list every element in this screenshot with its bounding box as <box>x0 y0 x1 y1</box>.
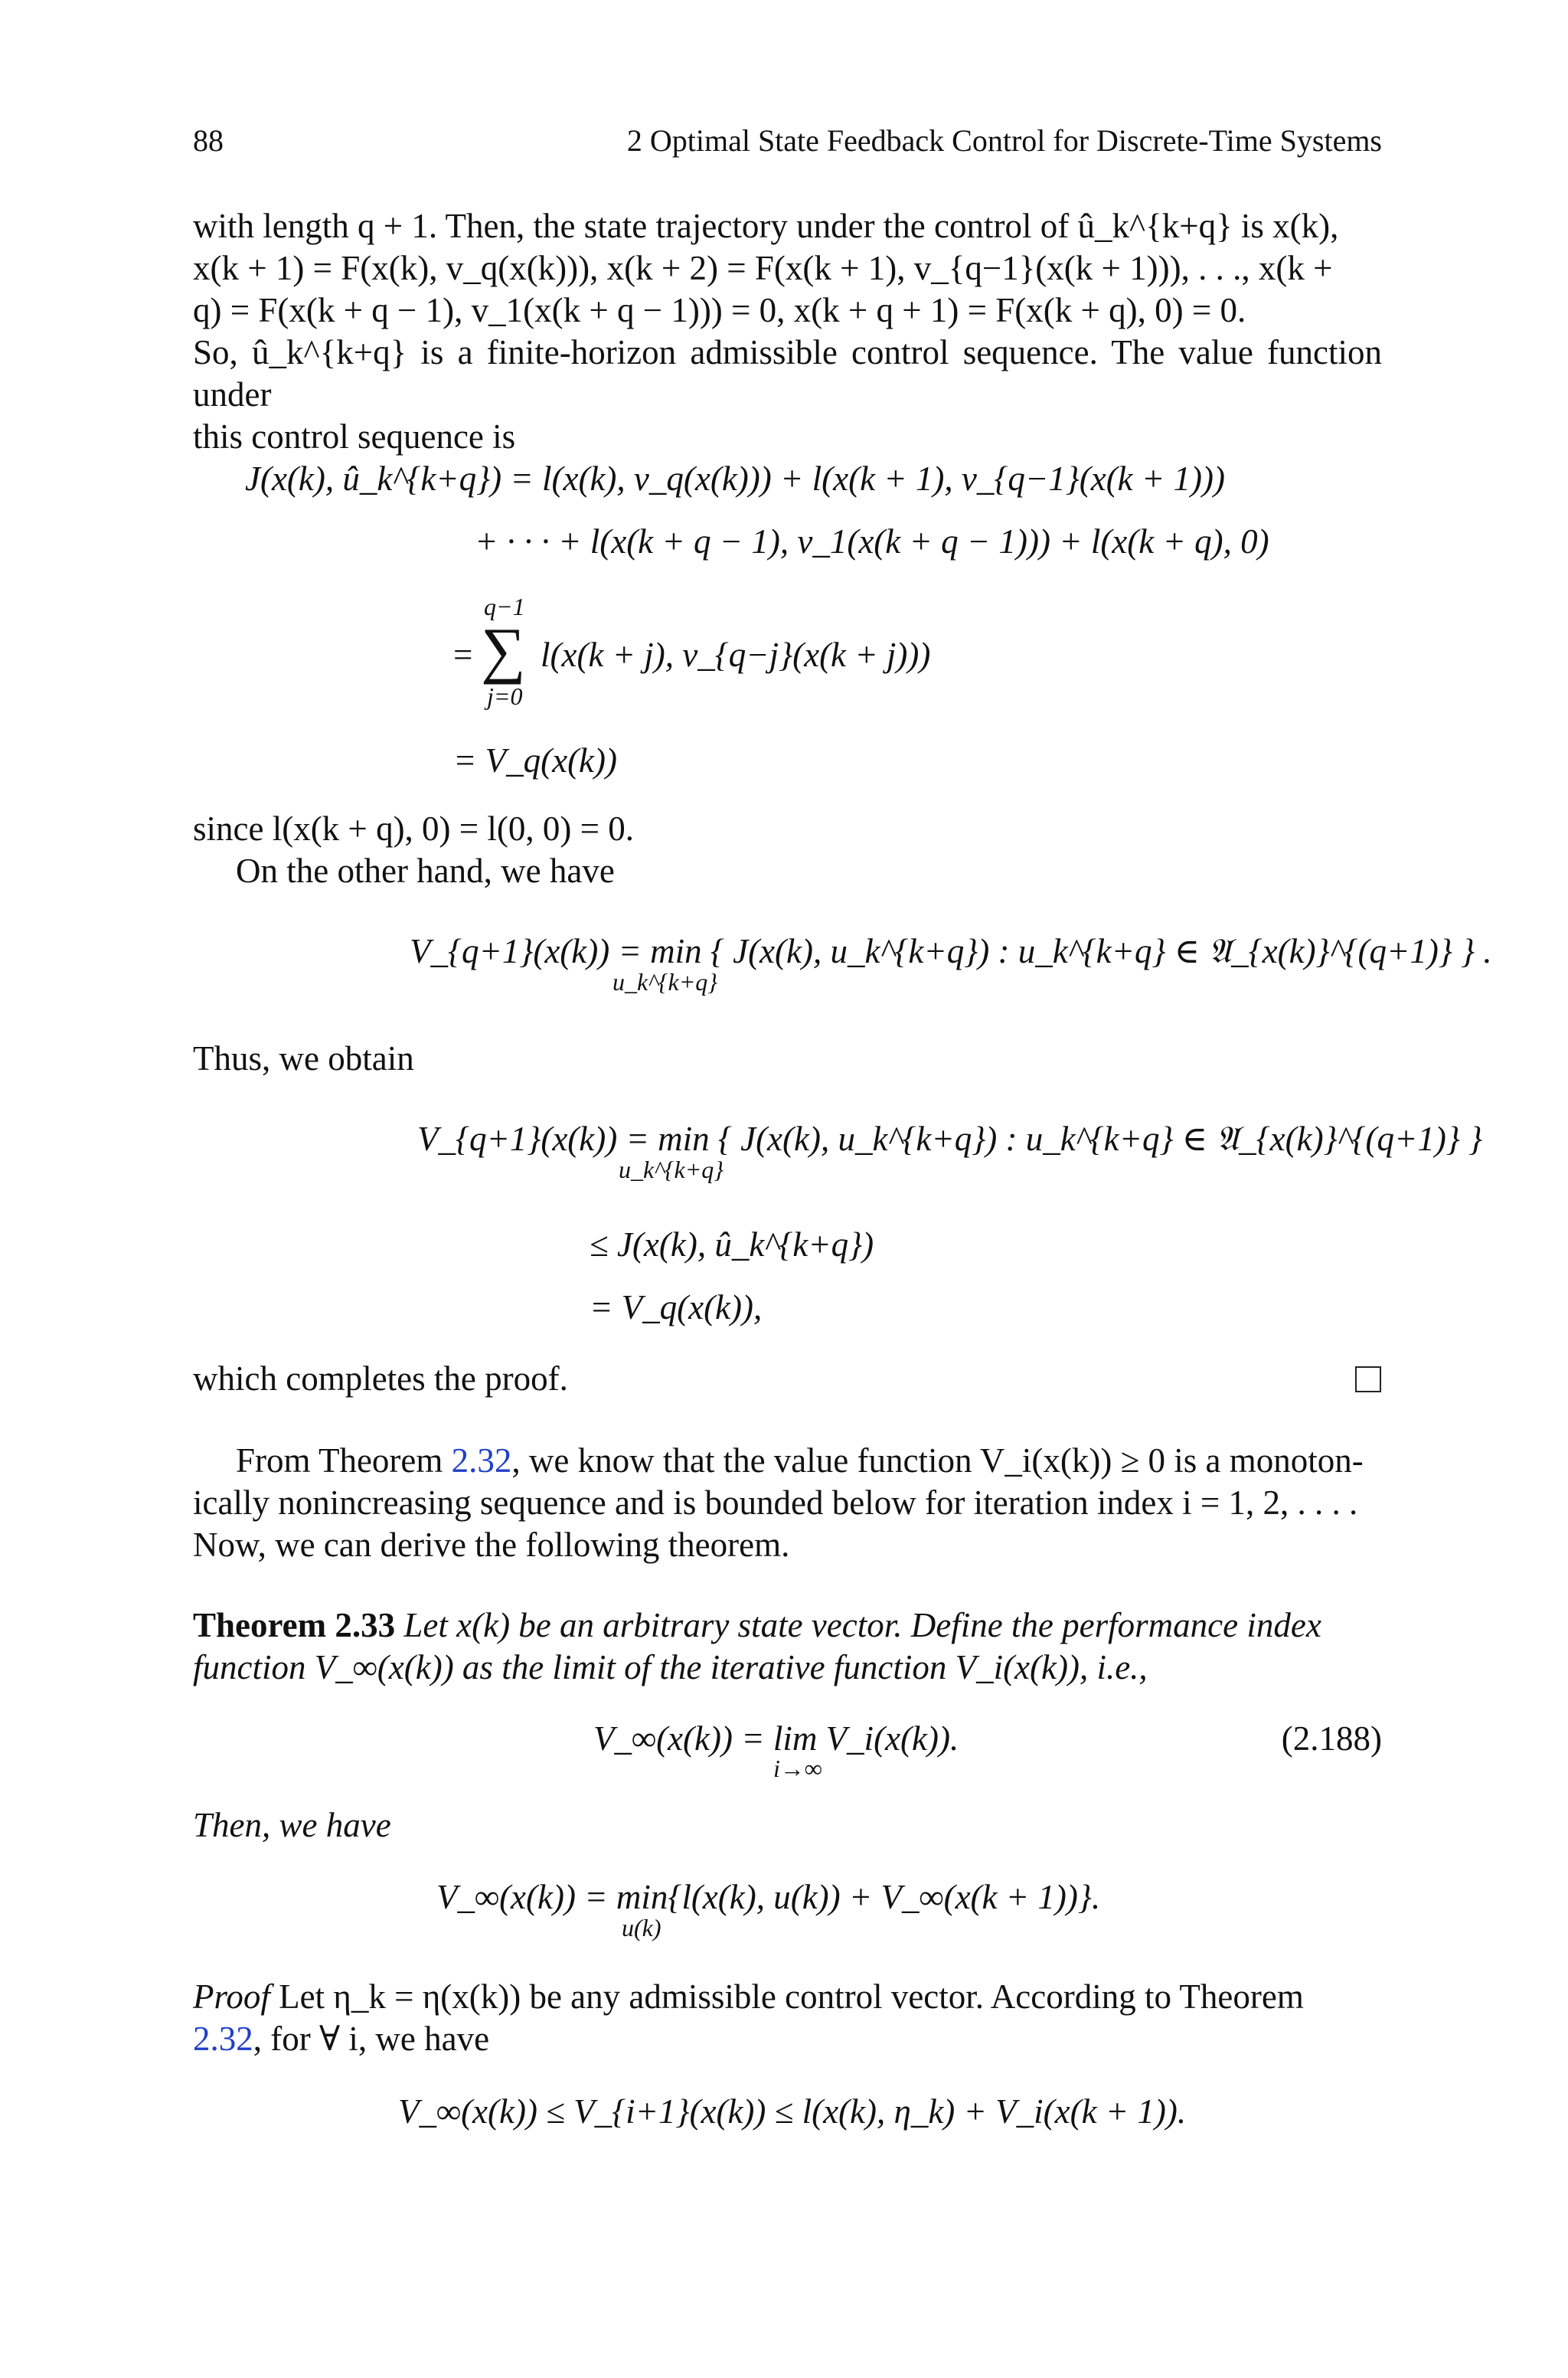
qed-symbol <box>1355 1366 1381 1392</box>
equation-row: + · · · + l(x(k + q − 1), v_1(x(k + q − 1))) + l(x(k + q), 0) <box>475 522 1269 561</box>
text-line: Then, we have <box>193 1806 391 1844</box>
sum-upper-limit: q−1 <box>484 593 525 620</box>
summation-symbol: ∑ <box>481 615 526 685</box>
page-header <box>193 121 1382 161</box>
equation-inequality: V_∞(x(k)) ≤ V_{i+1}(x(k)) ≤ l(x(k), η_k) + V_i(x(k + 1)). <box>398 2092 1187 2131</box>
paragraph-trajectory <box>193 205 1382 458</box>
equation-row: = V_q(x(k)) <box>453 741 617 780</box>
paragraph-since <box>193 808 1382 892</box>
equals-sign: = <box>453 636 473 674</box>
theorem-then <box>193 1804 1382 1846</box>
text-line <box>193 1604 1382 1647</box>
equation-row: ≤ J(x(k), û_k^{k+q}) <box>590 1225 874 1264</box>
equation-row: = V_q(x(k)), <box>590 1288 763 1326</box>
equation-row: J(x(k), û_k^{k+q}) = l(x(k), v_q(x(k))) + l(x(k + 1), v_{q−1}(x(k + 1))) <box>245 460 1225 498</box>
text-span: From Theorem <box>236 1441 452 1480</box>
text-line: Thus, we obtain <box>193 1039 414 1078</box>
text-line <box>193 1440 1382 1482</box>
text-line: since l(x(k + q), 0) = l(0, 0) = 0. <box>193 810 635 848</box>
paragraph-completes <box>193 1358 1382 1400</box>
equation-bellman: V_∞(x(k)) = min{l(x(k), u(k)) + V_∞(x(k + 1))}. <box>436 1878 1101 1916</box>
text-line: So, û_k^{k+q} is a finite-horizon admissible control sequence. The value function under <box>193 333 1382 414</box>
min-subscript: u(k) <box>622 1914 662 1941</box>
equation-number: (2.188) <box>1281 1719 1382 1758</box>
min-subscript: u_k^{k+q} <box>619 1156 724 1183</box>
text-line: q) = F(x(k + q − 1), v_1(x(k + q − 1))) = 0, x(k + q + 1) = F(x(k + q), 0) = 0. <box>193 291 1246 329</box>
equation-min: V_{q+1}(x(k)) = min { J(x(k), u_k^{k+q}) : u_k^{k+q} ∈ 𝔄_{x(k)}^{(q+1)} } . <box>410 932 1492 970</box>
text-line: which completes the proof. <box>193 1359 568 1398</box>
min-subscript: u_k^{k+q} <box>612 968 718 996</box>
theorem-ref-link[interactable]: 2.32 <box>193 2020 253 2058</box>
text-line <box>193 1976 1382 2018</box>
text-span: Let η_k = η(x(k)) be any admissible control vector. According to Theorem <box>270 1977 1304 2016</box>
text-span: , we know that the value function V_i(x(k)) ≥ 0 is a monoton- <box>511 1441 1364 1480</box>
running-title: 2 Optimal State Feedback Control for Discrete-Time Systems <box>626 123 1382 158</box>
page-number: 88 <box>193 123 224 158</box>
theorem-label: Theorem 2.33 <box>193 1606 396 1644</box>
text-line: with length q + 1. Then, the state trajectory under the control of û_k^{k+q} is x(k), <box>193 207 1339 245</box>
proof-paragraph <box>193 1976 1382 2060</box>
theorem-statement <box>193 1604 1382 1689</box>
paragraph-thus <box>193 1038 1382 1080</box>
equation-row: l(x(k + j), v_{q−j}(x(k + j))) <box>541 636 931 674</box>
equation-limit: V_∞(x(k)) = lim V_i(x(k)). <box>593 1719 959 1758</box>
text-line: x(k + 1) = F(x(k), v_q(x(k))), x(k + 2) = F(x(k + 1), v_{q−1}(x(k + 1))), . . ., x(k + <box>193 249 1333 287</box>
text-line <box>193 2018 1382 2060</box>
equation-row: V_{q+1}(x(k)) = min { J(x(k), u_k^{k+q}) : u_k^{k+q} ∈ 𝔄_{x(k)}^{(q+1)} } <box>417 1120 1483 1158</box>
text-line: function V_∞(x(k)) as the limit of the iterative function V_i(x(k)), i.e., <box>193 1648 1148 1686</box>
theorem-ref-link[interactable]: 2.32 <box>451 1441 512 1480</box>
text-span: , for ∀ i, we have <box>253 2020 490 2058</box>
limit-subscript: i→∞ <box>773 1755 822 1782</box>
sum-lower-limit: j=0 <box>487 682 523 710</box>
text-span: Let x(k) be an arbitrary state vector. Define the performance index <box>395 1606 1321 1644</box>
text-line: On the other hand, we have <box>236 852 615 890</box>
proof-label: Proof <box>193 1977 270 2016</box>
paragraph-from-theorem <box>193 1440 1382 1566</box>
text-line: ically nonincreasing sequence and is bounded below for iteration index i = 1, 2, . . . . <box>193 1483 1358 1522</box>
text-line: this control sequence is <box>193 417 516 456</box>
text-line: Now, we can derive the following theorem. <box>193 1526 790 1564</box>
